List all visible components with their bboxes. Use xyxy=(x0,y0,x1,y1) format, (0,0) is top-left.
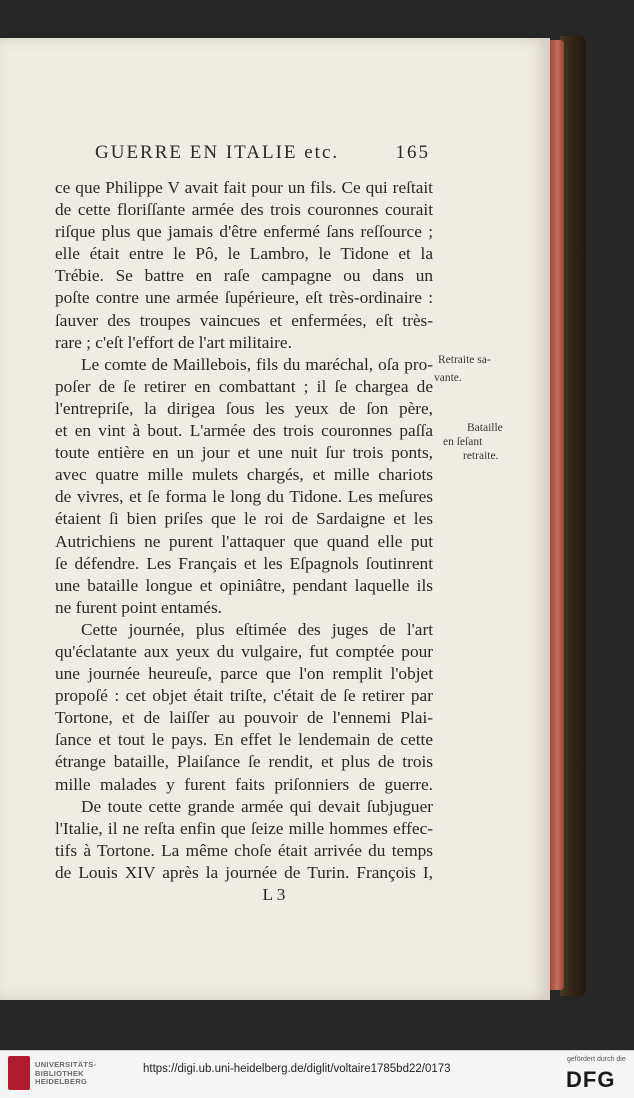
text-line: une bataille longue et opiniâtre, pendant laquelle ils xyxy=(55,575,433,595)
text-line: de vivres, et ſe forma le long du Tidone. Les meſures xyxy=(55,487,433,507)
margin-note: Retraite sa- xyxy=(438,354,491,366)
logo-text-line: BIBLIOTHEK xyxy=(35,1068,84,1078)
permalink-url[interactable]: https://digi.ub.uni-heidelberg.de/diglit/voltaire1785bd22/0173 xyxy=(143,1063,451,1075)
margin-note: vante. xyxy=(434,372,462,384)
library-logo-text xyxy=(35,1061,96,1087)
text-line: Autrichiens ne purent l'attaquer que quand elle put xyxy=(55,531,433,551)
running-head xyxy=(95,142,430,164)
margin-note: en ſeſant xyxy=(443,436,483,448)
text-line: elle était entre le Pô, le Lambro, le Tidone et la xyxy=(55,244,433,264)
funded-by-label: gefördert durch die xyxy=(567,1056,626,1063)
text-line: ce que Philippe V avait fait pour un fils. Ce qui reſtait xyxy=(55,178,433,197)
logo-text-line: HEIDELBERG xyxy=(35,1077,88,1086)
text-line: De toute cette grande armée qui devait ſubjuguer xyxy=(81,796,433,816)
text-line: poſer de ſe retirer en combattant ; il ſe chargea de xyxy=(55,376,433,396)
text-line: Tortone, et de laiſſer au pouvoir de l'ennemi Plai- xyxy=(55,708,433,728)
text-line: toute entière en un jour et une nuit ſur trois ponts, xyxy=(55,443,433,463)
text-line: ne furent point entamés. xyxy=(55,597,222,617)
text-line: riſque plus que jamais d'être enfermé ſans reſſource ; xyxy=(55,222,433,242)
text-line: l'entrepriſe, la dirigea ſous les yeux de ſon père, xyxy=(55,398,433,418)
text-line: Trébie. Se battre en raſe campagne ou dans un xyxy=(55,266,433,286)
text-line: Le comte de Maillebois, fils du maréchal, oſa pro- xyxy=(81,354,433,374)
margin-note: retraite. xyxy=(463,450,499,462)
text-line: qu'éclatante aux yeux du vulgaire, fut comptée pour xyxy=(55,641,433,661)
text-line: ſance et tout le pays. En effet le lendemain de cette xyxy=(55,730,433,750)
text-line: Cette journée, plus eſtimée des juges de l'art xyxy=(81,619,433,639)
text-line: et en vint à bout. L'armée des trois couronnes paſſa xyxy=(55,421,433,441)
text-line: mille malades y furent faits priſonniers de guerre. xyxy=(55,774,433,794)
signature-mark: L 3 xyxy=(262,885,286,904)
text-line: tifs à Tortone. La même choſe était arrivée du temps xyxy=(55,840,433,860)
text-line: une journée heureuſe, parce que l'on remplit l'objet xyxy=(55,664,433,684)
margin-note: Bataille xyxy=(467,422,503,434)
university-library-logo-icon[interactable] xyxy=(8,1056,30,1090)
text-line: étaient ſi bien priſes que le roi de Sardaigne et les xyxy=(55,509,433,529)
text-line: propoſé : cet objet était triſte, c'était de ſe retirer par xyxy=(55,686,433,706)
page-number: 165 xyxy=(395,142,430,163)
text-line: de cette floriſſante armée des trois couronnes courait xyxy=(55,200,433,220)
logo-text-line: UNIVERSITÄTS- xyxy=(35,1060,97,1069)
text-line: de Louis XIV après la journée de Turin. François I, xyxy=(55,862,433,882)
body-text xyxy=(55,177,433,906)
text-line: étrange bataille, Plaiſance ſe rendit, et plus de trois xyxy=(55,752,433,772)
text-line: l'Italie, il ne reſta enfin que ſeize mille hommes effec- xyxy=(55,818,433,838)
text-line: ſauver des troupes vaincues et enfermées, eſt très- xyxy=(55,310,433,330)
text-line: avec quatre mille mulets chargés, et mille chariots xyxy=(55,465,433,485)
text-line: poſte contre une armée ſupérieure, eſt très-ordinaire : xyxy=(55,288,433,308)
running-head-title: GUERRE EN ITALIE etc. xyxy=(95,142,340,163)
text-line: ſe défendre. Les Français et les Eſpagnols ſoutinrent xyxy=(55,553,433,573)
dfg-logo[interactable]: DFG xyxy=(566,1067,616,1092)
text-line: rare ; c'eſt l'effort de l'art militaire. xyxy=(55,332,292,352)
